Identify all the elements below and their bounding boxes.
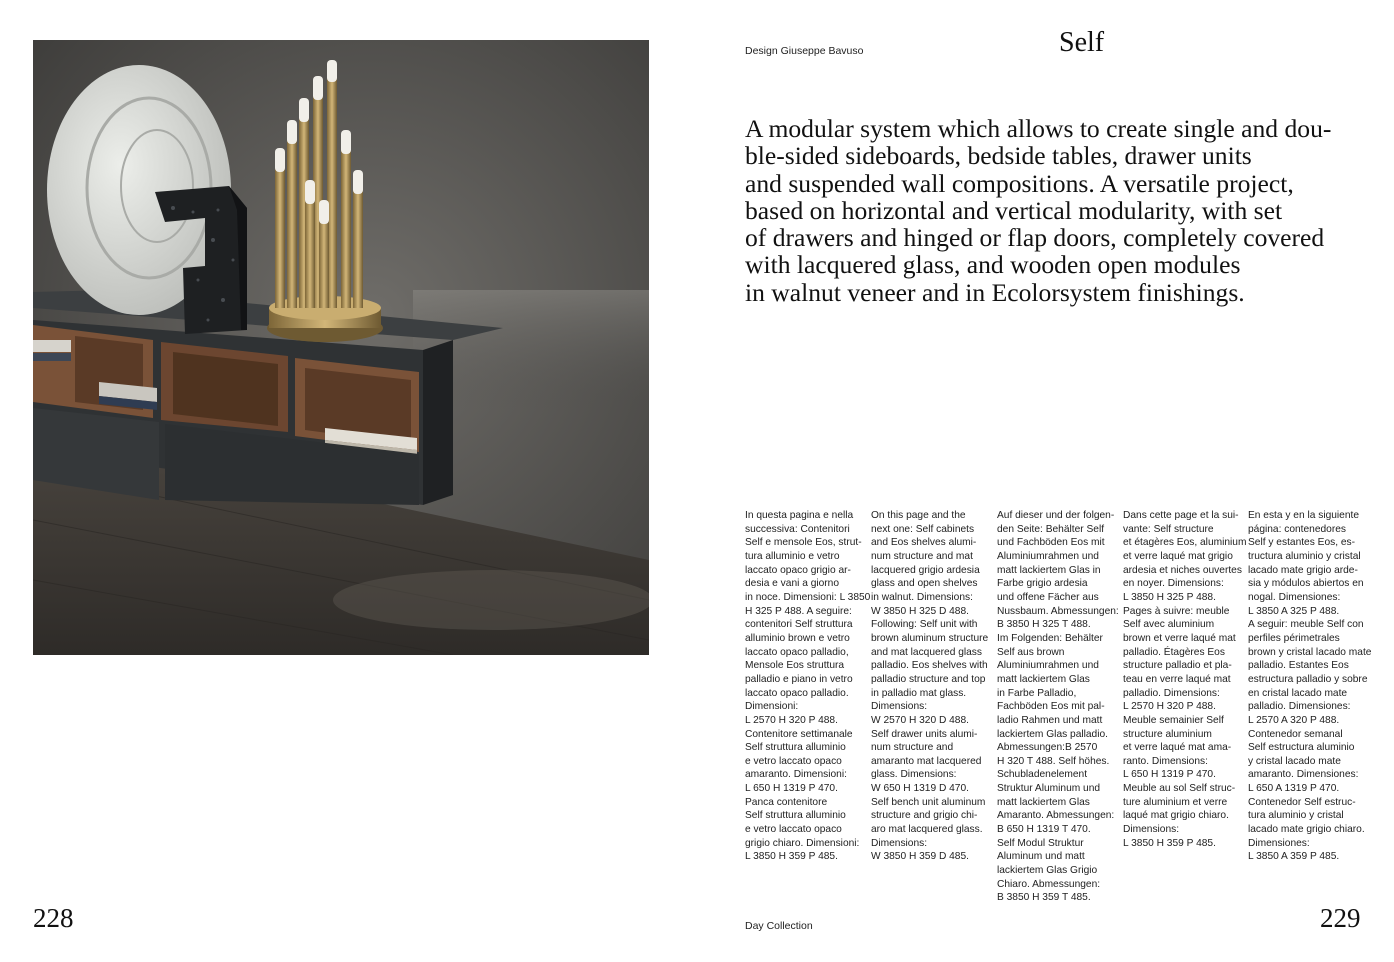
caption-line: successiva: Contenitori bbox=[745, 523, 850, 535]
caption-line: desia e vani a giorno bbox=[745, 578, 840, 590]
caption-column-french bbox=[1123, 509, 1247, 850]
caption-line: palladio. Dimensions: bbox=[1123, 687, 1220, 699]
caption-line: A seguir: meuble Self con bbox=[1248, 619, 1364, 631]
caption-line: und Fachböden Eos mit bbox=[997, 537, 1105, 549]
product-title: Self bbox=[1059, 27, 1105, 58]
product-photo bbox=[33, 40, 649, 655]
caption-line: Chiaro. Abmessungen: bbox=[997, 878, 1101, 890]
caption-line: Farbe grigio ardesia bbox=[997, 578, 1088, 590]
caption-line: aro mat lacquered glass. bbox=[871, 824, 983, 836]
caption-line: palladio structure and top bbox=[871, 673, 986, 685]
caption-line: structure and grigio chi- bbox=[871, 810, 978, 822]
caption-line: matt lackiertem Glas bbox=[997, 796, 1090, 808]
caption-line: L 3850 H 325 P 488. bbox=[1123, 591, 1216, 603]
caption-line: Im Folgenden: Behälter bbox=[997, 632, 1103, 644]
caption-line: lacado mate grigio arde- bbox=[1248, 564, 1358, 576]
caption-line: y cristal lacado mate bbox=[1248, 755, 1341, 767]
caption-line: en noyer. Dimensions: bbox=[1123, 578, 1224, 590]
caption-line: structure aluminium bbox=[1123, 728, 1212, 740]
caption-line: L 3850 A 359 P 485. bbox=[1248, 851, 1340, 863]
caption-line: sia y módulos abiertos en bbox=[1248, 578, 1364, 590]
caption-line: L 3850 H 359 P 485. bbox=[1123, 837, 1216, 849]
caption-line: ardesia et niches ouvertes bbox=[1123, 564, 1242, 576]
caption-line: palladio. Estantes Eos bbox=[1248, 660, 1349, 672]
caption-line: Self struttura alluminio bbox=[745, 810, 846, 822]
caption-line: glass and open shelves bbox=[871, 578, 978, 590]
caption-line: laqué mat grigio chiaro. bbox=[1123, 810, 1229, 822]
page-number-right: 229 bbox=[1320, 903, 1361, 933]
caption-line: Self estructura aluminio bbox=[1248, 742, 1355, 754]
caption-line: Dimensions: bbox=[871, 701, 928, 713]
caption-line: Schubladenelement bbox=[997, 769, 1088, 781]
caption-line: ture aluminium et verre bbox=[1123, 796, 1228, 808]
caption-line: Following: Self unit with bbox=[871, 619, 978, 631]
caption-line: structure palladio et pla- bbox=[1123, 660, 1232, 672]
caption-line: grigio chiaro. Dimensioni: bbox=[745, 837, 860, 849]
caption-column-german bbox=[997, 509, 1119, 905]
photo-floor-light bbox=[333, 570, 649, 630]
caption-column-english bbox=[871, 509, 989, 864]
caption-line: in Farbe Palladio, bbox=[997, 687, 1077, 699]
intro-line: with lacquered glass, and wooden open modules bbox=[745, 250, 1241, 280]
caption-line: in walnut. Dimensions: bbox=[871, 591, 973, 603]
page-number-left: 228 bbox=[33, 903, 74, 933]
caption-line: brown y cristal lacado mate bbox=[1248, 646, 1372, 658]
caption-line: Nussbaum. Abmessungen: bbox=[997, 605, 1119, 617]
caption-line: tura alluminio e vetro bbox=[745, 550, 840, 562]
caption-line: En esta y en la siguiente bbox=[1248, 510, 1360, 521]
caption-line: lacquered grigio ardesia bbox=[871, 564, 980, 576]
caption-line: tructura aluminio y cristal bbox=[1248, 550, 1361, 562]
caption-line: palladio. Dimensiones: bbox=[1248, 701, 1351, 713]
caption-line: Dimensions: bbox=[871, 837, 928, 849]
caption-line: palladio e piano in vetro bbox=[745, 673, 853, 685]
caption-line: H 320 T 488. Self höhes. bbox=[997, 755, 1110, 767]
caption-line: ranto. Dimensions: bbox=[1123, 755, 1208, 767]
caption-column-italian bbox=[745, 509, 871, 864]
caption-line: and Eos shelves alumi- bbox=[871, 537, 977, 549]
caption-line: L 650 H 1319 P 470. bbox=[745, 783, 838, 795]
caption-line: Self aus brown bbox=[997, 646, 1065, 658]
caption-line: W 2570 H 320 D 488. bbox=[871, 714, 969, 726]
caption-line: Contenedor semanal bbox=[1248, 728, 1343, 740]
caption-line: estructura palladio y sobre bbox=[1248, 673, 1368, 685]
caption-line: laccato opaco grigio ar- bbox=[745, 564, 851, 576]
caption-line: laccato opaco palladio, bbox=[745, 646, 849, 658]
caption-line: alluminio brown e vetro bbox=[745, 632, 850, 644]
caption-line: On this page and the bbox=[871, 510, 966, 521]
caption-line: lacado mate grigio chiaro. bbox=[1248, 824, 1365, 836]
caption-line: Auf dieser und der folgen- bbox=[997, 510, 1115, 521]
caption-line: num structure and bbox=[871, 742, 954, 754]
caption-line: Meuble semainier Self bbox=[1123, 714, 1224, 726]
caption-line: Self Modul Struktur bbox=[997, 837, 1084, 849]
caption-line: L 2570 H 320 P 488. bbox=[745, 714, 838, 726]
caption-line: tura aluminio y cristal bbox=[1248, 810, 1344, 822]
caption-line: next one: Self cabinets bbox=[871, 523, 975, 535]
caption-line: Self avec aluminium bbox=[1123, 619, 1215, 631]
caption-line: L 3850 H 359 P 485. bbox=[745, 851, 838, 863]
caption-line: Abmessungen:B 2570 bbox=[997, 742, 1098, 754]
caption-line: L 650 A 1319 P 470. bbox=[1248, 783, 1340, 795]
intro-paragraph bbox=[745, 115, 1375, 306]
caption-line: in palladio mat glass. bbox=[871, 687, 967, 699]
caption-line: brown aluminum structure bbox=[871, 632, 989, 644]
caption-line: B 650 H 1319 T 470. bbox=[997, 824, 1091, 836]
caption-line: Mensole Eos struttura bbox=[745, 660, 845, 672]
caption-line: Self y estantes Eos, es- bbox=[1248, 537, 1356, 549]
caption-line: Self bench unit aluminum bbox=[871, 796, 986, 808]
intro-line: ble-sided sideboards, bedside tables, drawer units bbox=[745, 141, 1252, 171]
caption-line: Self drawer units alumi- bbox=[871, 728, 978, 740]
caption-line: L 2570 A 320 P 488. bbox=[1248, 714, 1340, 726]
caption-line: B 3850 H 359 T 485. bbox=[997, 892, 1091, 904]
caption-line: and mat lacquered glass bbox=[871, 646, 982, 658]
design-credit: Design Giuseppe Bavuso bbox=[745, 45, 864, 57]
caption-line: amaranto. Dimensioni: bbox=[745, 769, 847, 781]
caption-line: H 325 P 488. A seguire: bbox=[745, 605, 852, 617]
caption-line: laccato opaco palladio. bbox=[745, 687, 849, 699]
caption-line: en cristal lacado mate bbox=[1248, 687, 1348, 699]
caption-line: Fachböden Eos mit pal- bbox=[997, 701, 1105, 713]
caption-line: Self e mensole Eos, strut- bbox=[745, 537, 862, 549]
intro-line: and suspended wall compositions. A versatile project, bbox=[745, 168, 1294, 198]
caption-line: amaranto mat lacquered bbox=[871, 755, 982, 767]
caption-line: Contenitore settimanale bbox=[745, 728, 853, 740]
caption-line: brown et verre laqué mat bbox=[1123, 632, 1236, 644]
caption-line: num structure and mat bbox=[871, 550, 973, 562]
caption-line: Self struttura alluminio bbox=[745, 742, 846, 754]
caption-line: et verre laqué mat grigio bbox=[1123, 550, 1233, 562]
caption-line: palladio. Eos shelves with bbox=[871, 660, 988, 672]
caption-line: et étagères Eos, aluminium bbox=[1123, 537, 1247, 549]
caption-line: W 3850 H 359 D 485. bbox=[871, 851, 969, 863]
caption-line: Dimensioni: bbox=[745, 701, 799, 713]
caption-line: B 3850 H 325 T 488. bbox=[997, 619, 1091, 631]
caption-line: Dans cette page et la sui- bbox=[1123, 510, 1239, 521]
caption-line: e vetro laccato opaco bbox=[745, 755, 842, 767]
caption-line: e vetro laccato opaco bbox=[745, 824, 842, 836]
caption-line: nogal. Dimensiones: bbox=[1248, 591, 1341, 603]
caption-line: L 650 H 1319 P 470. bbox=[1123, 769, 1216, 781]
caption-line: den Seite: Behälter Self bbox=[997, 523, 1105, 535]
caption-line: in noce. Dimensioni: L 3850 bbox=[745, 591, 871, 603]
caption-line: Struktur Aluminum und bbox=[997, 783, 1101, 795]
intro-line: based on horizontal and vertical modularity, with set bbox=[745, 195, 1283, 225]
caption-line: glass. Dimensions: bbox=[871, 769, 957, 781]
caption-line: et verre laqué mat ama- bbox=[1123, 742, 1232, 754]
caption-line: contenitori Self struttura bbox=[745, 619, 853, 631]
caption-line: W 3850 H 325 D 488. bbox=[871, 605, 969, 617]
caption-line: Meuble au sol Self struc- bbox=[1123, 783, 1236, 795]
caption-line: amaranto. Dimensiones: bbox=[1248, 769, 1359, 781]
caption-line: teau en verre laqué mat bbox=[1123, 673, 1231, 685]
cabinet-side bbox=[423, 340, 453, 505]
caption-line: Pages à suivre: meuble bbox=[1123, 605, 1230, 617]
caption-line: lackiertem Glas palladio. bbox=[997, 728, 1108, 740]
caption-line: matt lackiertem Glas bbox=[997, 673, 1090, 685]
caption-line: Panca contenitore bbox=[745, 796, 828, 808]
caption-line: L 3850 A 325 P 488. bbox=[1248, 605, 1340, 617]
caption-line: perfiles périmetrales bbox=[1248, 632, 1340, 644]
caption-line: und offene Fächer aus bbox=[997, 591, 1099, 603]
caption-line: Amaranto. Abmessungen: bbox=[997, 810, 1115, 822]
caption-column-spanish bbox=[1248, 509, 1372, 864]
caption-line: ladio Rahmen und matt bbox=[997, 714, 1103, 726]
caption-line: Aluminum und matt bbox=[997, 851, 1085, 863]
caption-line: Dimensions: bbox=[1123, 824, 1180, 836]
caption-line: palladio. Étagères Eos bbox=[1123, 646, 1225, 658]
caption-line: lackiertem Glas Grigio bbox=[997, 865, 1098, 877]
caption-line: Aluminiumrahmen und bbox=[997, 660, 1099, 672]
intro-line: in walnut veneer and in Ecolorsystem finishings. bbox=[745, 277, 1245, 307]
caption-line: vante: Self structure bbox=[1123, 523, 1214, 535]
caption-line: W 650 H 1319 D 470. bbox=[871, 783, 969, 795]
intro-line: A modular system which allows to create single and dou- bbox=[745, 114, 1332, 143]
caption-line: Aluminiumrahmen und bbox=[997, 550, 1099, 562]
caption-line: L 2570 H 320 P 488. bbox=[1123, 701, 1216, 713]
caption-line: Dimensiones: bbox=[1248, 837, 1310, 849]
caption-line: Contenedor Self estruc- bbox=[1248, 796, 1356, 808]
caption-line: matt lackiertem Glas in bbox=[997, 564, 1101, 576]
caption-line: página: contenedores bbox=[1248, 523, 1346, 535]
caption-line: In questa pagina e nella bbox=[745, 510, 854, 521]
intro-line: of drawers and hinged or flap doors, completely covered bbox=[745, 223, 1325, 253]
collection-label: Day Collection bbox=[745, 920, 813, 932]
